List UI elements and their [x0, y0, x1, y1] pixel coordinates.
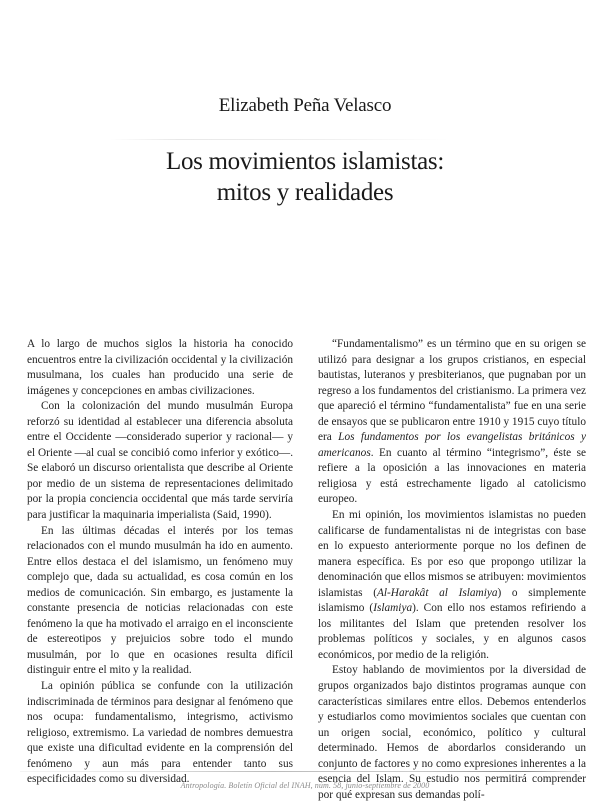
title-divider	[110, 139, 450, 140]
paragraph: La opinión pública se confunde con la utilización indiscriminada de términos para designar al fenómeno que nos ocupa: fundamentalismo, integrismo, activismo religioso, extremismo. La variedad de nombres demuestra que existe una dificultad evidente en la comprensión del fenómeno y aun más para entender tanto sus especificidades como su diversidad.	[27, 680, 293, 786]
footer-citation: Antropología. Boletín Oficial del INAH, núm. 58, junio-septiembre de 2000	[180, 781, 430, 790]
paragraph: Estoy hablando de movimientos por la diversidad de grupos organizados bajo distintos programas aunque con características similares entre ellos. Debemos entenderlos y estudiarlos como movimientos sociales que cuentan con un origen social, económico, político y cultural determinado. Hemos de abordarlos considerando un conjunto de factores y no como expresiones inherentes a la esencia del Islam. Su estudio nos permitirá comprender por qué expresan sus demandas polí-	[318, 664, 586, 801]
author-name: Elizabeth Peña Velasco	[218, 95, 392, 116]
left-column	[27, 337, 293, 788]
paragraph: Con la colonización del mundo musulmán Europa reforzó su identidad al establecer una diferencia absoluta entre el Occidente —considerado superior y racional— y el Oriente —al cual se concibió como inferior y exótico—. Se elaboró un discurso orientalista que describe al Oriente por medio de un sistema de representaciones delimitado por la propia conciencia occidental que más tarde serviría para justificar la maquinaria imperialista (Said, 1990).	[27, 400, 294, 522]
italic-title: Los fundamentos por los evangelistas británicos y americanos	[318, 431, 587, 459]
title-line-2: mitos y realidades	[216, 179, 394, 206]
italic-term: Islamiya	[373, 602, 413, 615]
paragraph	[318, 508, 586, 663]
text-run: . En cuanto al término “integrismo”, éste se refiere a la oposición a las innovaciones en materia religiosa y está estrechamente ligado al catolicismo europeo.	[318, 446, 586, 506]
paragraph: En las últimas décadas el interés por los temas relacionados con el mundo musulmán ha ido en aumento. Entre ellos destaca el del islamismo, un fenómeno muy complejo que, dada su actualidad, es cosa común en los medios de comunicación. Sin embargo, es justamente la constante presencia de noticias relacionadas con este fenómeno la que ha motivado el arraigo en el inconsciente de estereotipos y prejuicios sobre todo el mundo musulmán, por lo que en ocasiones resulta difícil distinguir entre el mito y la realidad.	[27, 524, 293, 677]
text-run: En mi opinión, los movimientos islamistas no pueden calificarse de fundamentalistas ni de integristas con base en lo expuesto anteriormente porque no los definen de manera específica. Es por eso que propongo utilizar la denominación que ellos mismos se atribuyen: movimientos islamistas (	[318, 509, 586, 599]
footer-divider	[20, 771, 580, 772]
italic-term: Al-Harakât al Islamiya	[377, 586, 498, 599]
paragraph	[318, 337, 586, 508]
text-run: “Fundamentalismo” es un término que en su origen se utilizó para designar a los grupos cristianos, en especial bautistas, luteranos y presbiterianos, que pugnaban por un regreso a los fundamentos del cristianismo. La primera vez que apareció el término “fundamentalista” fue en una serie de ensayos que se publicaron entre 1910 y 1915 cuyo título era	[318, 338, 586, 444]
right-column	[318, 337, 586, 803]
paragraph: A lo largo de muchos siglos la historia ha conocido encuentros entre la civilización occidental y la civilización musulmana, los cuales han producido una serie de imágenes y concepciones en ambas civilizaciones.	[27, 338, 293, 397]
title-line-1: Los movimientos islamistas:	[165, 148, 444, 175]
text-run: ) o simplemente islamismo (	[318, 586, 586, 615]
article-title	[0, 146, 610, 208]
text-run: ). Con ello nos estamos refiriendo a los militantes del Islam que pretenden resolver los problemas políticos y sociales, y en algunos casos económicos, por medio de la religión.	[318, 602, 586, 661]
